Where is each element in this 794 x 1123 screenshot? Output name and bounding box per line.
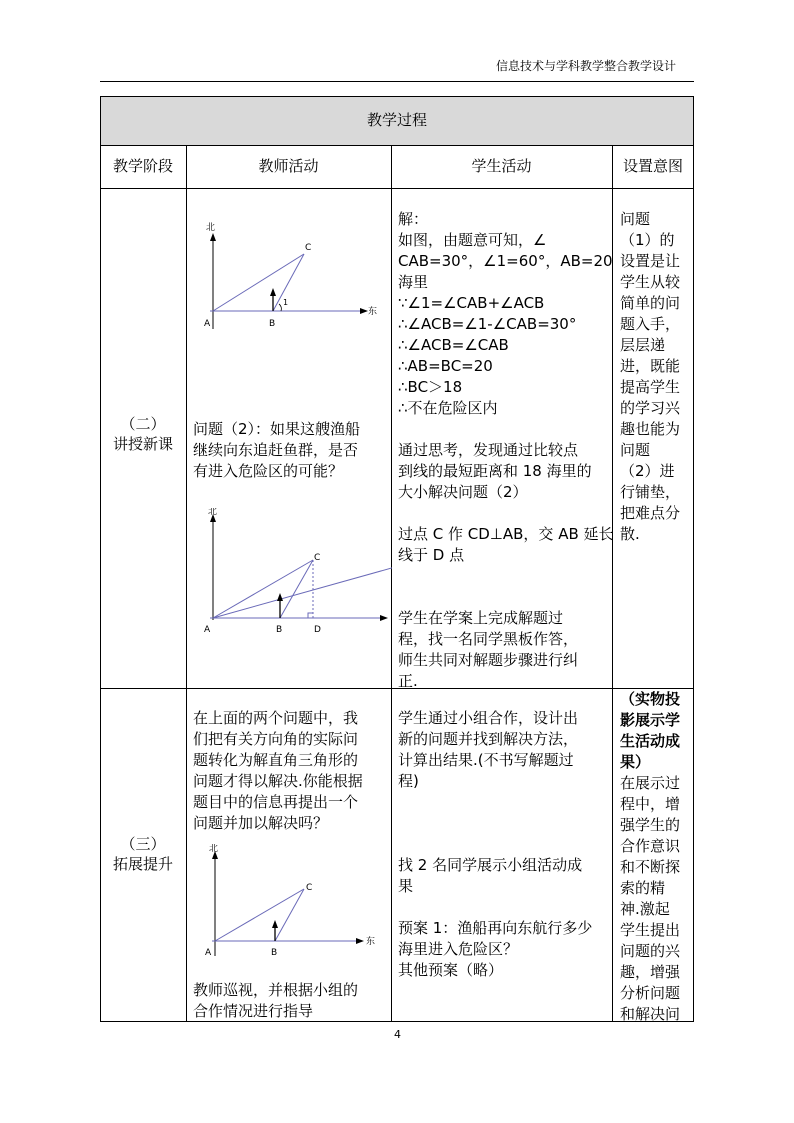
svg-text:东: 东 bbox=[366, 937, 376, 947]
teacher-extension-prompt: 在上面的两个问题中，我 们把有关方向角的实际问 题转化为解直角三角形的 问题才得以解决.你能根据 题目中的信息再提出一个 问题并加以解决吗？ bbox=[193, 709, 363, 832]
page-header: 信息技术与学科教学整合教学设计 bbox=[496, 59, 677, 73]
svg-text:C: C bbox=[314, 553, 321, 563]
table-title: 教学过程 bbox=[366, 111, 427, 129]
direction-diagram-3 bbox=[200, 844, 380, 964]
direction-diagram-2-shape bbox=[200, 508, 392, 638]
svg-text:A: A bbox=[204, 625, 211, 635]
svg-text:北: 北 bbox=[206, 223, 216, 233]
stage-cell-2: （二） 讲授新课 bbox=[112, 415, 173, 453]
student-activity-3: 学生通过小组合作，设计出 新的问题并找到解决方法， 计算出结果.(不书写解题过 程) 找 2 名同学展示小组活动成 果 预案 1：渔船再向东航行多少 海里进入危险区？ 其他预案（略） bbox=[398, 709, 593, 979]
direction-diagram-1 bbox=[200, 214, 380, 374]
col-header-teacher: 教师活动 bbox=[258, 157, 319, 175]
intent-cell-2: 问题 （1）的 设置是让 学生从较 简单的问 题入手， 层层递 进，既能 提高学生 的学习兴 趣也能为 问题 （2）进 行铺垫， 把难点分 散. bbox=[620, 210, 681, 543]
teaching-process-table bbox=[100, 96, 694, 1022]
svg-text:B: B bbox=[276, 625, 283, 635]
svg-text:C: C bbox=[306, 883, 313, 893]
svg-text:北: 北 bbox=[208, 508, 218, 517]
svg-text:C: C bbox=[305, 243, 312, 253]
page-number: 4 bbox=[394, 1028, 401, 1041]
svg-text:东: 东 bbox=[368, 307, 378, 317]
svg-text:B: B bbox=[271, 948, 278, 958]
teacher-guidance: 教师巡视，并根据小组的 合作情况进行指导 bbox=[193, 981, 359, 1020]
intent-cell-3: （实物投 影展示学 生活动成 果） 在展示过 程中，增 强学生的 合作意识 和不断探 索的精 神.激起 学生提出 问题的兴 趣，增强 分析问题 和解决问 bbox=[620, 690, 681, 1023]
svg-text:北: 北 bbox=[209, 844, 219, 854]
svg-text:A: A bbox=[204, 319, 211, 329]
student-activity-2: 解： 如图，由题意可知，∠ CAB=30°，∠1=60°，AB=20 海里 ∵∠1=∠CAB+∠ACB ∴∠ACB=∠1-∠CAB=30° ∴∠ACB=∠CAB ∴AB=BC=20 ∴BC＞18 ∴不在危险区内 通过思考，发现通过比较点 到线的最短距离和 18 海里的 大小解决问题（2） 过点 C 作 CD⊥AB，交 AB 延长 线于 D 点 学生在学案上完成解题过 程，找一名同学黑板作答， 师生共同对解题步骤进行纠 正. bbox=[398, 210, 614, 690]
svg-text:D: D bbox=[314, 625, 321, 635]
col-header-student: 学生活动 bbox=[471, 157, 532, 175]
stage-cell-3: （三） 拓展提升 bbox=[112, 835, 173, 873]
teacher-question-2: 问题（2）：如果这艘渔船 继续向东追赶鱼群，是否 有进入危险区的可能？ bbox=[193, 420, 361, 480]
header-rule bbox=[100, 81, 694, 82]
svg-text:B: B bbox=[269, 319, 276, 329]
col-header-stage: 教学阶段 bbox=[112, 157, 173, 175]
col-header-intent: 设置意图 bbox=[622, 157, 683, 175]
svg-text:1: 1 bbox=[283, 298, 289, 307]
svg-text:A: A bbox=[205, 948, 212, 958]
